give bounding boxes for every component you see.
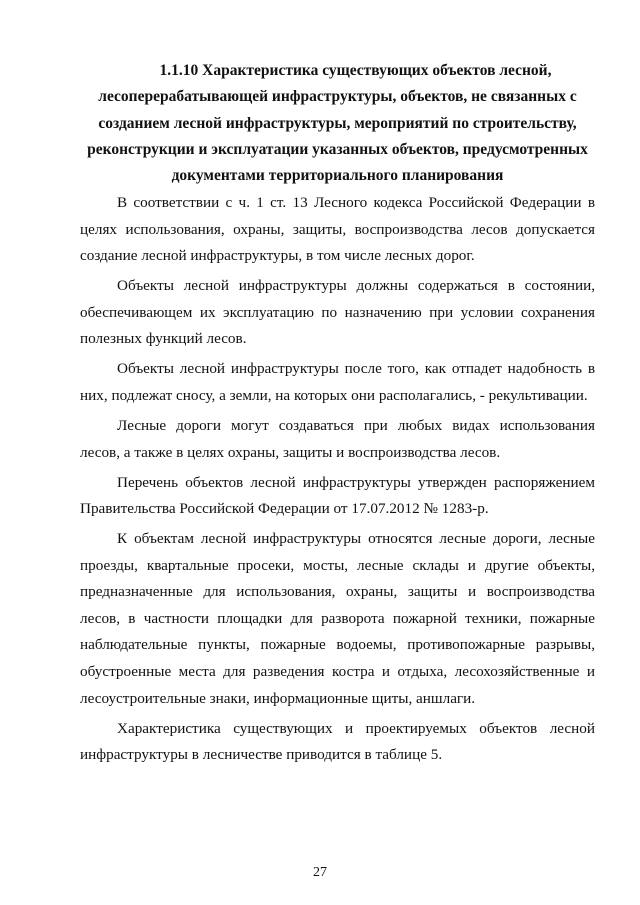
paragraph-1: В соответствии с ч. 1 ст. 13 Лесного кодекса Российской Федерации в целях использования, охраны, защиты, воспроизводства лесов допускается создание лесной инфраструктуры, в том числе лесных дорог. — [80, 194, 595, 265]
heading-line-2: лесоперерабатывающей инфраструктуры, объектов, не связанных с — [98, 88, 577, 106]
paragraph-6: К объектам лесной инфраструктуры относятся лесные дороги, лесные проезды, квартальные просеки, мосты, лесные склады и другие объекты, предназначенные для использования, охраны, защиты и воспроизводства лесов, в частности площадки для разворота пожарной техники, пожарные наблюдательные пункты, пожарные водоемы, противопожарные разрывы, обустроенные места для разведения костра и отдыха, лесохозяйственные и лесоустроительные знаки, информационные щиты, аншлаги. — [80, 530, 595, 707]
paragraph-2: Объекты лесной инфраструктуры должны содержаться в состоянии, обеспечивающем их эксплуатацию по назначению при условии сохранения полезных функций лесов. — [80, 277, 595, 348]
paragraph-4: Лесные дороги могут создаваться при любых видах использования лесов, а также в целях охраны, защиты и воспроизводства лесов. — [80, 416, 595, 461]
paragraph-7: Характеристика существующих и проектируемых объектов лесной инфраструктуры в лесничестве приводится в таблице 5. — [80, 719, 595, 764]
heading-line-4: реконструкции и эксплуатации указанных объектов, предусмотренных — [87, 140, 588, 158]
body-text — [80, 190, 595, 772]
paragraph-5: Перечень объектов лесной инфраструктуры утвержден распоряжением Правительства Российской Федерации от 17.07.2012 № 1283-р. — [80, 473, 595, 518]
page-number: 27 — [313, 865, 327, 880]
heading-line-3: созданием лесной инфраструктуры, мероприятий по строительству, — [98, 114, 577, 132]
heading-line-1: 1.1.10 Характеристика существующих объектов лесной, — [159, 62, 552, 79]
heading-line-5: документами территориального планирования — [171, 167, 504, 185]
section-heading — [80, 58, 595, 189]
paragraph-3: Объекты лесной инфраструктуры после того, как отпадет надобность в них, подлежат сносу, а земли, на которых они располагались, - рекультивации. — [80, 360, 595, 404]
